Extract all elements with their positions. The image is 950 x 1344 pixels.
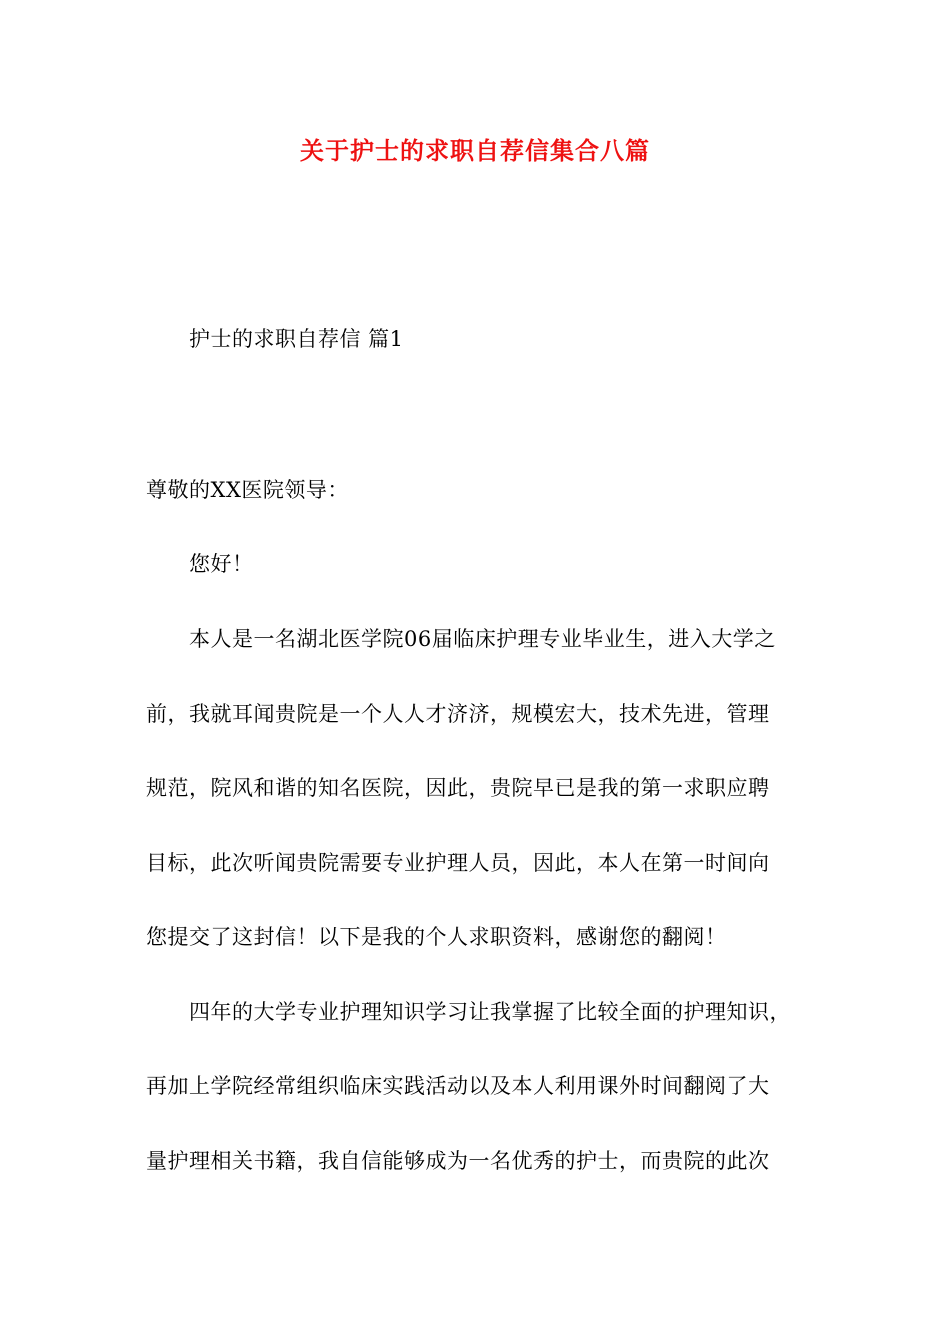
greeting: 您好！ xyxy=(189,552,254,576)
body-line: 本人是一名湖北医学院06届临床护理专业毕业生，进入大学之 xyxy=(189,627,776,651)
body-line: 规范，院风和谐的知名医院，因此，贵院早已是我的第一求职应聘 xyxy=(146,776,770,800)
body-line: 您提交了这封信！以下是我的个人求职资料，感谢您的翻阅！ xyxy=(146,925,727,949)
body-line: 四年的大学专业护理知识学习让我掌握了比较全面的护理知识， xyxy=(189,1000,791,1024)
section-heading: 护士的求职自荐信 篇1 xyxy=(189,327,404,351)
salutation: 尊敬的XX医院领导： xyxy=(146,478,349,502)
body-line: 前，我就耳闻贵院是一个人人才济济，规模宏大，技术先进，管理 xyxy=(146,702,770,726)
body-line: 量护理相关书籍，我自信能够成为一名优秀的护士，而贵院的此次 xyxy=(146,1149,770,1173)
document-title: 关于护士的求职自荐信集合八篇 xyxy=(300,137,650,165)
body-line: 目标，此次听闻贵院需要专业护理人员，因此，本人在第一时间向 xyxy=(146,851,770,875)
body-line: 再加上学院经常组织临床实践活动以及本人利用课外时间翻阅了大 xyxy=(146,1074,770,1098)
